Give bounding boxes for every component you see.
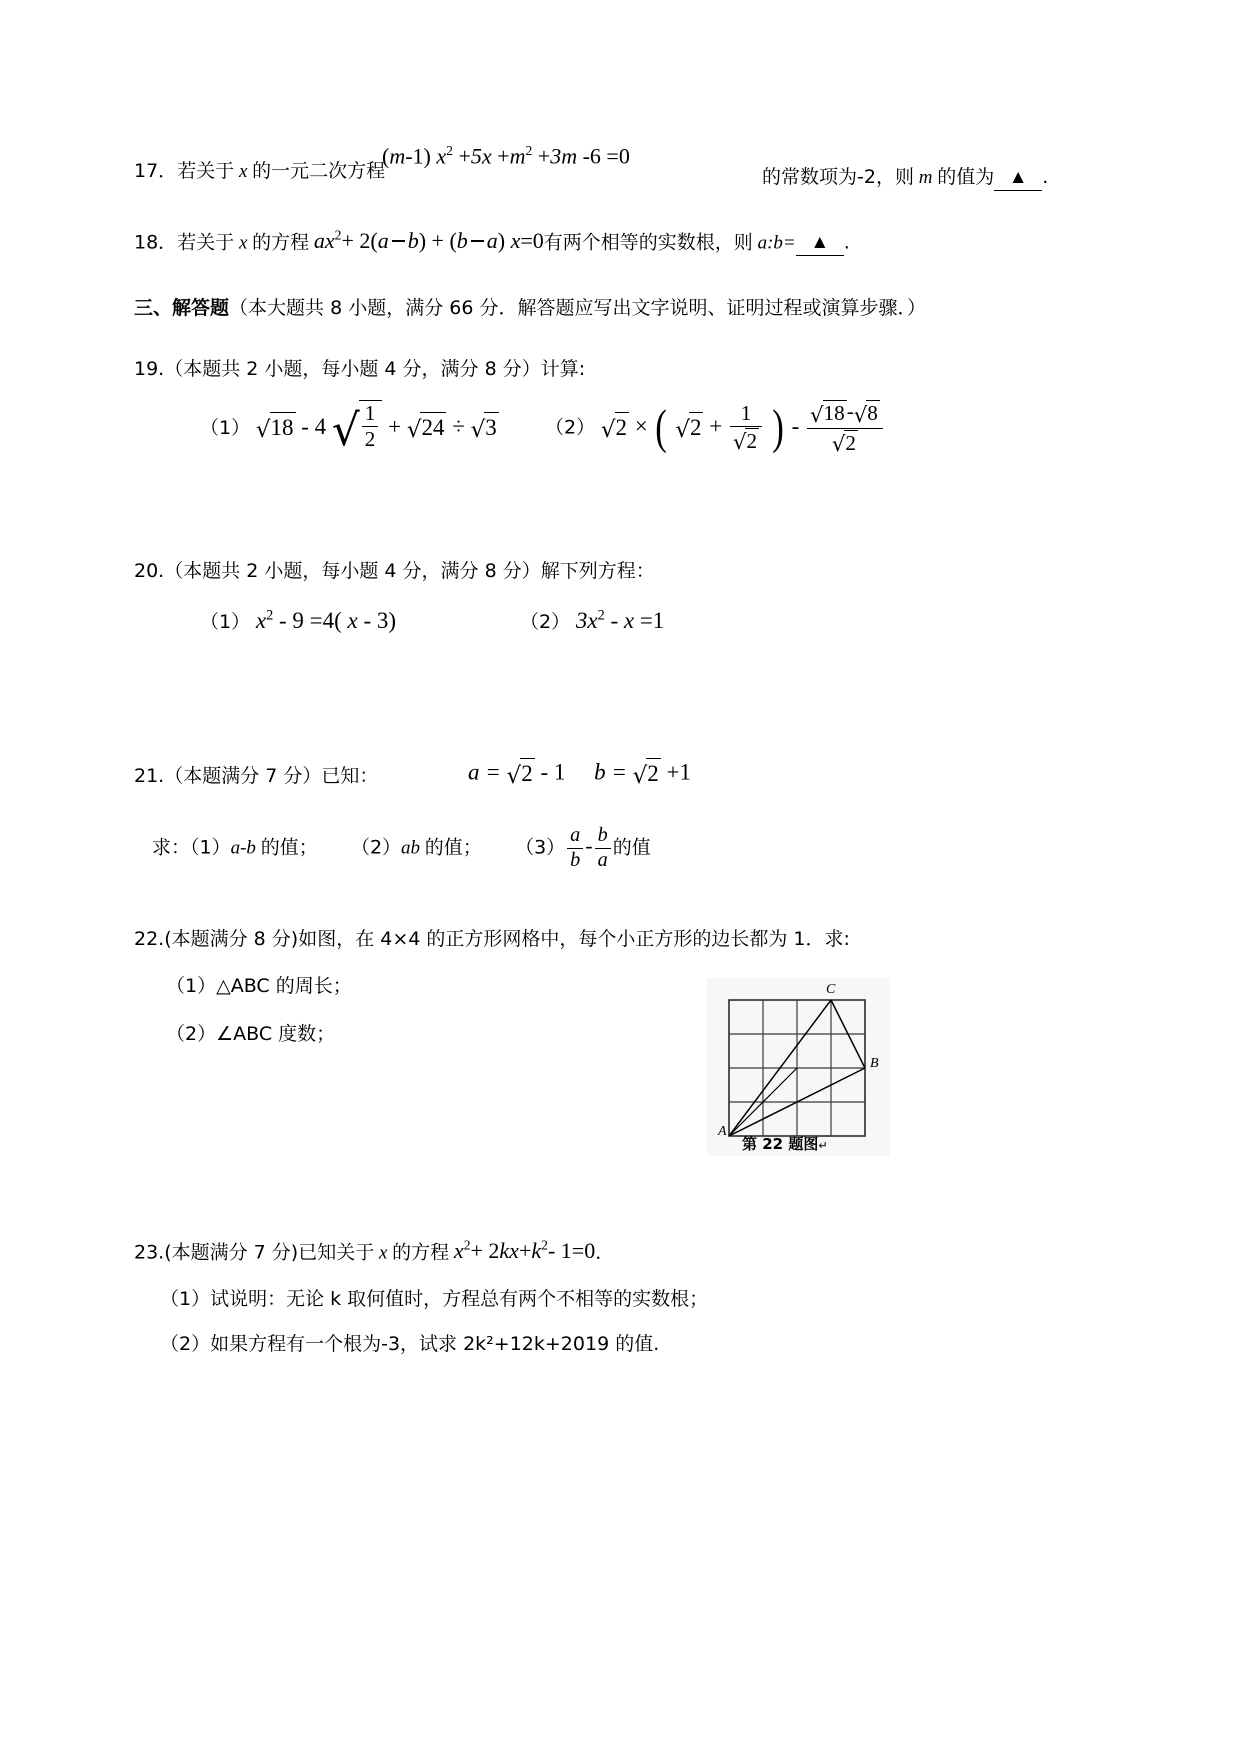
q20-part1 [200,607,396,635]
q23-plus2: + [518,1238,532,1264]
q19-four: 4 [314,413,327,439]
q18-var-x: x [238,232,248,254]
q18-minus-bar-1 [392,240,405,242]
q20-minus-3: - 3 [363,608,389,633]
q23-p2-text: 如果方程有一个根为-3，试求 2k²+12k+2019 的值. [210,1333,660,1355]
q20-x-exp: 2 [266,607,274,624]
question-22-header: 22.(本题满分 8 分)如图，在 4×4 的正方形网格中，每个小正方形的边长都为 1．求: [134,928,850,950]
q23-p1-label: （1） [160,1288,211,1310]
q22-grid-svg [707,978,890,1156]
q23-part1 [160,1288,708,1312]
q21-asks [152,825,651,872]
q23-minus: - 1 [547,1238,572,1264]
q20-p2-equals: =1 [639,608,665,633]
q21-ask-prefix: 求： [152,836,191,859]
q18-text-after: 有两个相等的实数根，则 [543,231,753,254]
question-20-header: 20.（本题共 2 小题，每小题 4 分，满分 8 分）解下列方程： [134,560,655,582]
q17-5x: 5x [470,143,492,169]
q19-sqrt-18: √18 [256,412,296,444]
q17-m2: m [509,143,526,169]
q17-text-after: 的常数项为-2，则 [762,166,914,188]
q17-rparen: ) [423,143,431,169]
question-23-header [134,1238,614,1265]
figure-caption-suffix: ↵ [818,1139,828,1152]
q19-p2-sqrt-18: √18 [810,401,845,427]
q23-kx: kx [499,1238,519,1264]
q19-p2-times: × [634,413,648,439]
question-18 [134,228,850,256]
q17-text-end: 的值为 [937,166,995,188]
q17-one: 1 [412,143,424,169]
section-3-title: 解答题 [172,297,230,319]
q20-part2 [520,607,664,635]
q21-frac-b-a: $\frac{b}{a}$ [595,825,611,872]
q19-sqrt-half: √ $\frac{1}{2}$ [332,400,382,457]
q17-equation [382,143,630,170]
question-17 [134,160,385,184]
q19-p2-sqrt-2d: √2 [831,430,856,457]
q20-part1-label: （1） [200,611,251,633]
q23-p1-text: 试说明：无论 k 取何值时，方程总有两个不相等的实数根； [210,1288,709,1310]
figure-label-c: C [826,982,836,997]
q20-part2-label: （2） [520,611,571,633]
q21-plus-1: +1 [666,759,692,785]
q18-x: x [324,228,335,254]
q17-equals: =0 [606,143,630,169]
q19-div: ÷ [452,413,465,439]
q19-p2-sqrt-2a: √2 [601,412,629,444]
q21-p3-suffix: 的值 [612,836,651,859]
q17-var-m: m [918,167,933,188]
q21-p3-minus: - [585,833,593,859]
q17-m2-exp: 2 [525,143,533,158]
q18-text-before: 若关于 [177,231,235,254]
q17-plus2: + [497,143,510,169]
q17-m: m [389,143,406,169]
q18-a3: a [486,228,498,254]
q17-text-mid: 的一元二次方程 [252,160,386,182]
q19-minus: - [301,413,309,439]
q17-minus2: - [582,143,590,169]
q23-k-exp: 2 [541,1238,548,1253]
q21-a-eq: a = [468,759,501,785]
q20-minus-9: - 9 [278,608,304,633]
q18-x-exp: 2 [334,228,342,243]
q23-plus1: + 2 [470,1238,500,1264]
question-21-header: 21.（本题满分 7 分）已知： [134,765,379,787]
section-3-marker: 三、 [134,297,173,319]
q22-part2: （2）∠ABC 度数； [166,1023,336,1045]
q21-p3-label: （3） [515,836,566,859]
q18-equation [314,228,544,253]
q18-a: a [313,228,325,254]
q17-tail [762,166,1048,191]
q18-b1: b [407,228,419,254]
q20-x2: x [347,608,358,633]
q17-x-exp: 2 [446,143,453,158]
q18-text-mid: 的方程 [252,231,310,254]
q21-b-eq: b = [594,759,627,785]
figure-label-b: B [870,1056,879,1071]
q20-equals: =4( [309,608,342,633]
q19-p2-frac-big: $\frac{√18-√8}{√2}$ [807,400,883,456]
q23-part2 [160,1333,659,1357]
question-19-header: 19.（本题共 2 小题，每小题 4 分，满分 8 分）计算: [134,358,586,380]
q21-sqrt-2b: √2 [633,758,661,790]
q19-p2-frac-1-sqrt2: $\frac{1}{√2}$ [730,402,762,454]
q18-equals: =0 [520,228,544,254]
q18-period: . [843,231,850,254]
q17-lparen: ( [382,143,390,169]
q21-p1-label: （1） [190,836,231,859]
q20-minus-x: - x [610,608,635,633]
q17-plus1: + [458,143,471,169]
figure-caption [742,1133,828,1154]
q20-p2-x-exp: 2 [597,607,605,624]
q21-frac-a-b: $\frac{a}{b}$ [567,825,583,872]
q19-frac-half: $\frac{1}{2}$ [362,402,379,451]
q18-x2: x [510,228,521,254]
q18-answer-blank[interactable]: ▲ [796,232,844,256]
q21-p2-suffix: 的值； [424,836,482,859]
q17-x: x [436,143,447,169]
q18-b2: b [456,228,468,254]
q18-rparen2: ) [497,228,506,254]
q22-part1: （1）△ABC 的周长； [166,975,352,997]
q23-x-exp: 2 [463,1238,471,1253]
q19-p2-lparen: ( [655,401,668,455]
q18-ratio: a:b= [757,232,796,254]
q19-part1 [200,400,499,457]
q19-part1-label: （1） [200,416,251,439]
q21-p2-expr: ab [401,837,421,859]
q17-minus1: - [405,143,413,169]
q21-p1-expr: a-b [230,837,256,859]
q19-p2-sqrt-8: √8 [853,401,878,427]
q19-part2 [545,400,885,456]
q20-rparen: ) [388,608,397,633]
q18-a2: a [377,228,389,254]
q23-p2-label: （2） [160,1333,211,1355]
q21-p3-expr [565,824,613,871]
q21-minus-1: - 1 [540,759,566,785]
q20-x: x [255,608,267,633]
q21-p2-label: （2） [350,836,402,859]
q23-header-mid: 的方程 [392,1241,450,1264]
q19-plus: + [388,413,402,439]
q23-equals: =0 [571,1238,596,1264]
q19-p2-plus: + [709,413,723,439]
q17-plus3: + [537,143,551,169]
q23-equation [454,1238,595,1263]
q23-x: x [453,1238,464,1264]
q17-six: 6 [589,143,601,169]
q19-p2-sqrt-2c: √2 [732,428,758,455]
q19-part2-label: （2） [545,416,596,439]
q18-number: 18． [134,231,178,254]
q19-p2-rparen: ) [772,401,784,455]
section-3-desc: （本大题共 8 小题，满分 66 分．解答题应写出文字说明、证明过程或演算步骤．） [229,297,926,319]
q23-header-suffix: ． [595,1241,615,1264]
q21-p1-suffix: 的值； [260,836,318,859]
figure-label-a: A [718,1124,727,1139]
figure-caption-text: 第 22 题图 [742,1135,819,1153]
q18-plus1: + 2( [341,228,378,254]
q23-k: k [531,1238,542,1264]
q17-number: 17． [134,160,178,182]
q17-answer-blank[interactable]: ▲ [994,167,1042,191]
q22-figure [707,978,890,1156]
q23-var-x: x [378,1242,388,1264]
q23-header-prefix: 23.(本题满分 7 分)已知关于 [134,1241,375,1264]
q20-3x: 3x [575,608,598,633]
q18-rparen1: ) + ( [418,228,457,254]
q19-sqrt-24: √24 [407,412,447,444]
q17-period: . [1042,166,1049,188]
q19-p2-sqrt-2b: √2 [675,412,703,444]
q17-3m: 3m [550,143,578,169]
section-3-header [134,297,926,320]
q18-minus-bar-2 [471,240,484,242]
q21-sqrt-2a: √2 [507,758,535,790]
q19-p2-minus: - [791,413,800,439]
q19-sqrt-3: √3 [471,412,499,444]
q17-var-x: x [238,161,248,182]
q17-text-before: 若关于 [177,160,235,182]
q21-given [468,758,691,790]
